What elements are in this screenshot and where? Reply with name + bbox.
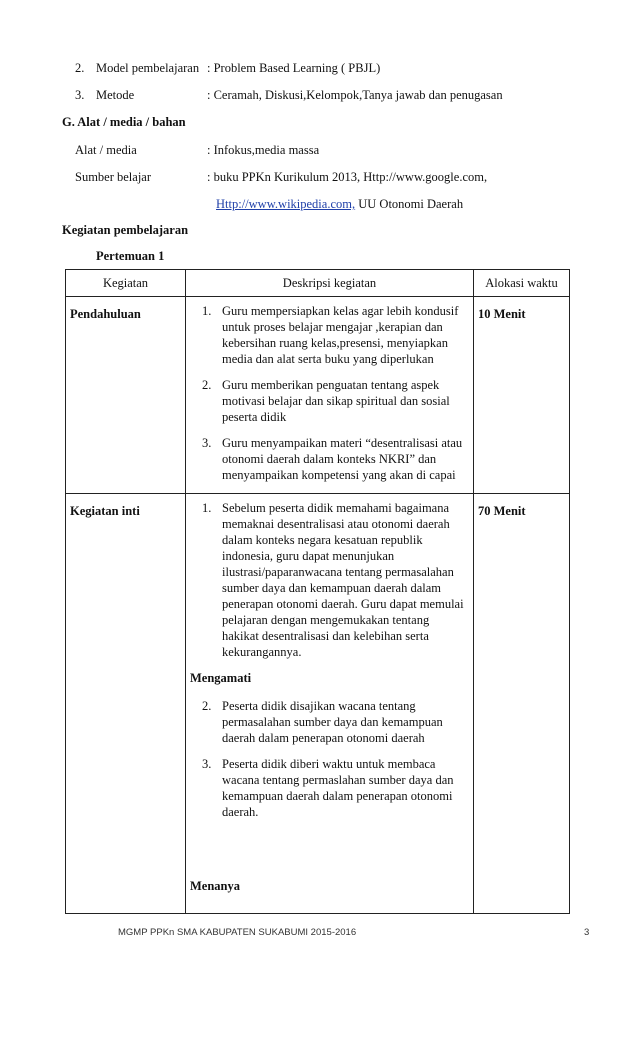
item-text: Peserta didik disajikan wacana tentang permasalahan sumber daya dan kemampuan daerah dalam penerapan otonomi daerah bbox=[222, 699, 443, 745]
footer-text: MGMP PPKn SMA KABUPATEN SUKABUMI 2015-2016 bbox=[118, 927, 357, 938]
item-number: 1. bbox=[202, 304, 212, 318]
kegiatan-heading: Kegiatan pembelajaran bbox=[62, 223, 189, 237]
table-header-row bbox=[66, 270, 570, 297]
item-number: 1. bbox=[202, 501, 212, 515]
row-alokasi-pendahuluan: 10 Menit bbox=[474, 297, 570, 494]
header-alokasi: Alokasi waktu bbox=[474, 270, 570, 297]
list-item bbox=[190, 756, 469, 820]
list-item bbox=[190, 500, 469, 660]
mengamati-label: Mengamati bbox=[190, 671, 252, 685]
info-label-metode: Metode bbox=[96, 88, 135, 102]
info-value-model: : Problem Based Learning ( PBJL) bbox=[207, 61, 381, 75]
list-item bbox=[190, 303, 469, 367]
row-label-pendahuluan: Pendahuluan bbox=[66, 297, 186, 494]
item-text: Sebelum peserta didik memahami bagaimana memaknai desentralisasi atau otonomi daerah dalam konteks negara kesatuan republik indonesia, guru dapat menunjukan ilustrasi/paparanwacana tentang permasalahan sumber daya dan kemampuan daerah dalam penerapan otonomi daerah. Guru dapat memulai pelajaran dengan mengemukakan tentang hakikat desentralisasi dan kelebihan serta kekurangannya. bbox=[222, 501, 464, 659]
item-text: Guru menyampaikan materi “desentralisasi atau otonomi daerah dalam konteks NKRI” dan menyampaikan kompetensi yang akan di capai bbox=[222, 436, 463, 482]
row-desc-inti bbox=[186, 494, 474, 914]
item-number: 3. bbox=[202, 436, 212, 450]
kegiatan-table bbox=[65, 269, 570, 914]
item-number: 2. bbox=[202, 378, 212, 392]
alat-label: Alat / media bbox=[75, 143, 137, 157]
item-number: 2. bbox=[202, 699, 212, 713]
header-kegiatan: Kegiatan bbox=[66, 270, 186, 297]
info-value-metode: : Ceramah, Diskusi,Kelompok,Tanya jawab dan penugasan bbox=[207, 88, 503, 102]
item-number: 3. bbox=[202, 757, 212, 771]
header-deskripsi: Deskripsi kegiatan bbox=[186, 270, 474, 297]
item-text: Guru mempersiapkan kelas agar lebih kondusif untuk proses belajar mengajar ,kerapian dan kebersihan ruang kelas,presensi, menyiapkan media dan alat serta buku yang diperlukan bbox=[222, 304, 459, 366]
section-g-heading: G. Alat / media / bahan bbox=[62, 115, 186, 129]
info-number: 3. bbox=[75, 88, 85, 102]
row-alokasi-inti: 70 Menit bbox=[474, 494, 570, 914]
menanya-label: Menanya bbox=[190, 879, 240, 893]
table-row bbox=[66, 297, 570, 494]
sumber-line-2 bbox=[216, 197, 463, 212]
sumber-value: : buku PPKn Kurikulum 2013, Http://www.google.com, bbox=[207, 170, 488, 184]
page-number: 3 bbox=[584, 927, 590, 938]
sumber-label: Sumber belajar bbox=[75, 170, 152, 184]
row-label-inti: Kegiatan inti bbox=[66, 494, 186, 914]
item-text: Peserta didik diberi waktu untuk membaca wacana tentang permaslahan sumber daya dan kemampuan daerah dalam penerapan otonomi daerah. bbox=[222, 757, 454, 819]
info-label-model: Model pembelajaran bbox=[96, 61, 200, 75]
row-desc-pendahuluan bbox=[186, 297, 474, 494]
list-item bbox=[190, 435, 469, 483]
pertemuan-label: Pertemuan 1 bbox=[96, 249, 165, 263]
list-item bbox=[190, 698, 469, 746]
item-text: Guru memberikan penguatan tentang aspek motivasi belajar dan sikap spiritual dan sosial peserta didik bbox=[222, 378, 450, 424]
table-row bbox=[66, 494, 570, 914]
wikipedia-link[interactable]: Http://www.wikipedia.com, bbox=[216, 197, 356, 211]
list-item bbox=[190, 377, 469, 425]
alat-value: : Infokus,media massa bbox=[207, 143, 320, 157]
sumber-rest: UU Otonomi Daerah bbox=[355, 197, 464, 211]
info-number: 2. bbox=[75, 61, 85, 75]
